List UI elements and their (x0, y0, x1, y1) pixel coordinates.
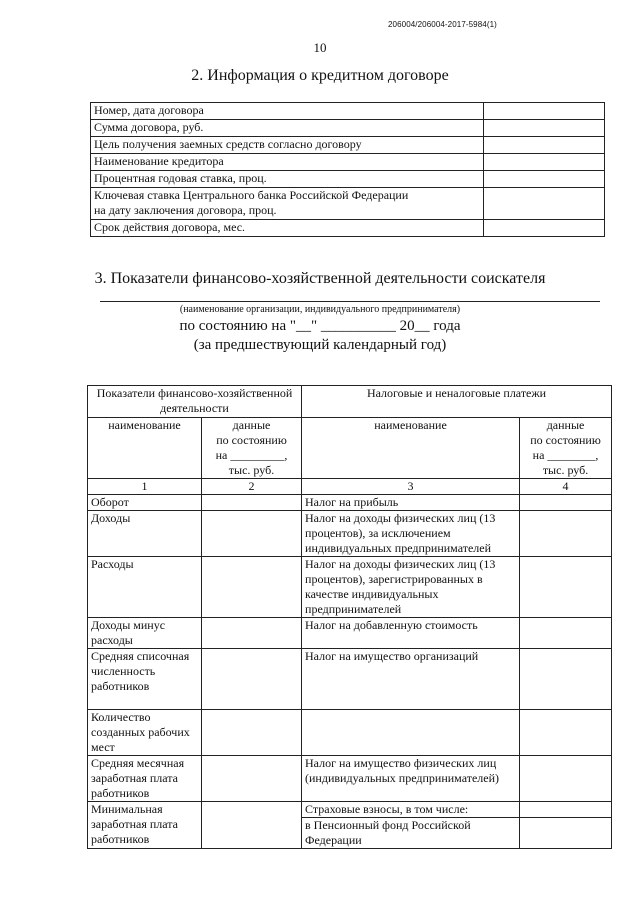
table-row (91, 220, 605, 237)
period-caption: (за предшествующий календарный год) (193, 337, 447, 353)
indicator-name: Количество созданных рабочих мест (88, 710, 202, 756)
table-header-row (88, 386, 612, 418)
col-name-right-header: наименование (302, 418, 520, 479)
payment-value[interactable] (520, 818, 612, 849)
payment-value[interactable] (520, 618, 612, 649)
row-value[interactable] (484, 220, 605, 237)
table-row (91, 120, 605, 137)
row-label: Процентная годовая ставка, проц. (91, 171, 484, 188)
header-line: на _________, (215, 448, 288, 462)
column-number-row (88, 479, 612, 495)
table-row (88, 557, 612, 618)
payment-name: в Пенсионный фонд Российской Федерации (302, 818, 520, 849)
header-line: данные (546, 418, 585, 432)
payment-value[interactable] (520, 495, 612, 511)
table-row (91, 154, 605, 171)
indicator-value[interactable] (202, 710, 302, 756)
table-row (91, 188, 605, 220)
table-row (88, 495, 612, 511)
label-line: на дату заключения договора, проц. (94, 203, 277, 217)
table-row (88, 649, 612, 710)
row-label: Цель получения заемных средств согласно договору (91, 137, 484, 154)
table-row (91, 137, 605, 154)
row-label: Номер, дата договора (91, 103, 484, 120)
credit-agreement-table (90, 102, 605, 237)
header-line: по состоянию (530, 433, 601, 447)
table-row (91, 103, 605, 120)
row-label: Сумма договора, руб. (91, 120, 484, 137)
table-row (88, 710, 612, 756)
indicator-value[interactable] (202, 756, 302, 802)
table-row (88, 618, 612, 649)
header-line: тыс. руб. (228, 463, 275, 477)
row-value[interactable] (484, 171, 605, 188)
indicator-value[interactable] (202, 649, 302, 710)
row-label: Срок действия договора, мес. (91, 220, 484, 237)
document-id: 206004/206004-2017-5984(1) (388, 20, 497, 29)
payment-value[interactable] (520, 802, 612, 818)
financial-indicators-table (87, 385, 612, 849)
section2-title: 2. Информация о кредитном договоре (191, 67, 449, 84)
indicator-value[interactable] (202, 618, 302, 649)
col-data-header (202, 418, 302, 479)
header-payments: Налоговые и неналоговые платежи (302, 386, 612, 418)
table-header-row (88, 418, 612, 479)
indicator-name: Доходы минус расходы (88, 618, 202, 649)
indicator-name: Доходы (88, 511, 202, 557)
row-value[interactable] (484, 154, 605, 171)
payment-name: Страховые взносы, в том числе: (302, 802, 520, 818)
header-indicators: Показатели финансово-хозяйственной деятельности (88, 386, 302, 418)
table-row (91, 171, 605, 188)
indicator-name: Средняя списочная численность работников (88, 649, 202, 710)
payment-name: Налог на доходы физических лиц (13 процентов), за исключением индивидуальных предпринимателей (302, 511, 520, 557)
header-line: данные (232, 418, 271, 432)
payment-value[interactable] (520, 511, 612, 557)
row-label (91, 188, 484, 220)
payment-value[interactable] (520, 557, 612, 618)
section3-title: 3. Показатели финансово-хозяйственной деятельности соискателя (94, 270, 546, 287)
row-value[interactable] (484, 103, 605, 120)
indicator-name: Средняя месячная заработная плата работников (88, 756, 202, 802)
col-number: 4 (520, 479, 612, 495)
payment-value[interactable] (520, 649, 612, 710)
row-value[interactable] (484, 137, 605, 154)
row-label: Наименование кредитора (91, 154, 484, 171)
as-of-date-line: по состоянию на "__" __________ 20__ года (179, 318, 461, 334)
org-caption: (наименование организации, индивидуального предпринимателя) (179, 304, 461, 315)
payment-name (302, 710, 520, 756)
header-line: на ________, (532, 448, 599, 462)
indicator-name: Расходы (88, 557, 202, 618)
col-number: 2 (202, 479, 302, 495)
page-number: 10 (313, 40, 327, 55)
payment-name: Налог на имущество физических лиц (индивидуальных предпринимателей) (302, 756, 520, 802)
header-line: тыс. руб. (542, 463, 589, 477)
payment-name: Налог на доходы физических лиц (13 процентов), зарегистрированных в качестве индивидуальных предпринимателей (302, 557, 520, 618)
row-value[interactable] (484, 120, 605, 137)
table-row (88, 756, 612, 802)
payment-name: Налог на имущество организаций (302, 649, 520, 710)
col-data-right-header (520, 418, 612, 479)
col-name-header: наименование (88, 418, 202, 479)
org-name-line[interactable] (100, 301, 600, 302)
indicator-name: Минимальная заработная плата работников (88, 802, 202, 849)
header-line: по состоянию (216, 433, 287, 447)
payment-value[interactable] (520, 756, 612, 802)
col-number: 3 (302, 479, 520, 495)
payment-name: Налог на прибыль (302, 495, 520, 511)
indicator-value[interactable] (202, 511, 302, 557)
payment-value[interactable] (520, 710, 612, 756)
label-line: Ключевая ставка Центрального банка Российской Федерации (94, 188, 409, 202)
payment-name: Налог на добавленную стоимость (302, 618, 520, 649)
indicator-value[interactable] (202, 495, 302, 511)
indicator-value[interactable] (202, 802, 302, 849)
row-value[interactable] (484, 188, 605, 220)
indicator-name: Оборот (88, 495, 202, 511)
table-row (88, 511, 612, 557)
table-row (88, 802, 612, 818)
col-number: 1 (88, 479, 202, 495)
indicator-value[interactable] (202, 557, 302, 618)
